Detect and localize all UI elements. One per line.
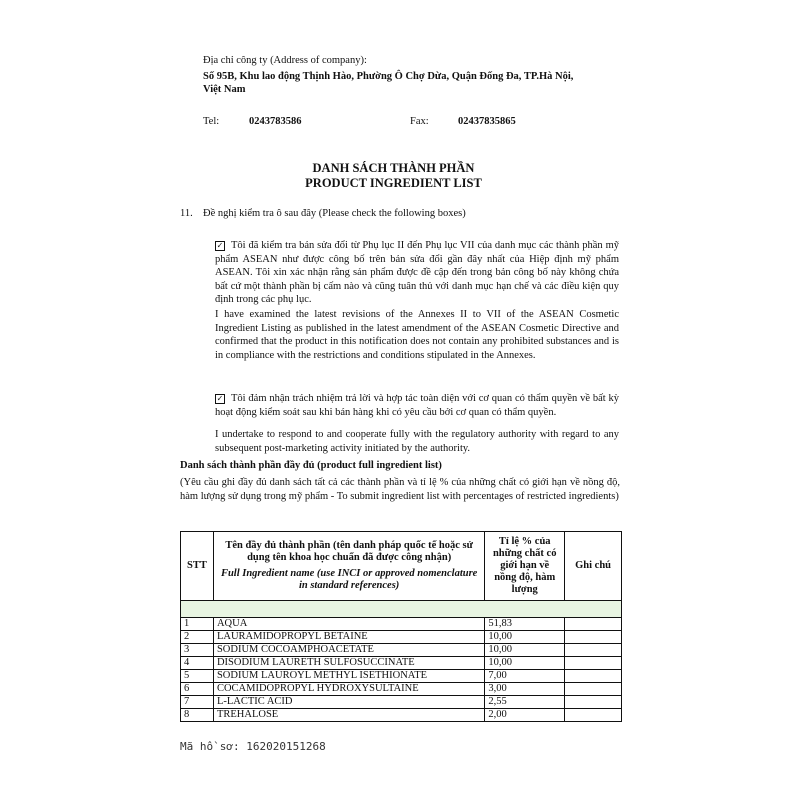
- row-note: [565, 657, 622, 670]
- fax-value: 02437835865: [458, 116, 516, 127]
- row-note: [565, 644, 622, 657]
- row-percent: 2,55: [485, 696, 565, 709]
- ingredient-table: [180, 531, 622, 722]
- section-label: Đề nghị kiểm tra ô sau đây (Please check the following boxes): [203, 208, 466, 219]
- full-list-note: (Yêu cầu ghi đầy đủ danh sách tất cả các thành phần và tỉ lệ % của những chất có giới hạn về nồng độ, hàm lượng sử dụng trong mỹ phẩm - To submit ingredient list with percentages of restricted ingredients): [180, 477, 620, 502]
- checkbox-2-text-en: I undertake to respond to and cooperate fully with the regulatory authority with regard to any subsequent post-marketing activity initiated by the authority.: [215, 429, 619, 454]
- header-note: Ghi chú: [565, 532, 622, 601]
- checked-box-icon[interactable]: ✓: [216, 394, 224, 403]
- row-stt: 2: [181, 631, 214, 644]
- tel-value: 0243783586: [249, 116, 302, 127]
- row-name: AQUA: [213, 618, 484, 631]
- table-header-row: [181, 532, 622, 601]
- heading-en: PRODUCT INGREDIENT LIST: [305, 176, 482, 190]
- address-label: Địa chỉ công ty (Address of company):: [203, 55, 367, 66]
- header-name-vi: Tên đầy đủ thành phần (tên danh pháp quốc tế hoặc sử dụng tên khoa học chuẩn đã được công nhận): [225, 540, 473, 563]
- table-row: [181, 631, 622, 644]
- row-percent: 10,00: [485, 644, 565, 657]
- checkbox-1-text-en: I have examined the latest revisions of the Annexes II to VII of the ASEAN Cosmetic Ingredient Listing as published in the latest amendment of the ASEAN Cosmetic Directive and confirmed that the product in this notification does not contain any prohibited substances and is in compliance with the restrictions and conditions stipulated in the Annexes.: [215, 309, 619, 361]
- row-note: [565, 683, 622, 696]
- row-stt: 5: [181, 670, 214, 683]
- section-number: 11.: [180, 208, 193, 219]
- row-stt: 4: [181, 657, 214, 670]
- record-number: Mã hồ sơ: 162020151268: [180, 740, 326, 753]
- row-note: [565, 631, 622, 644]
- table-row: [181, 696, 622, 709]
- row-name: SODIUM LAUROYL METHYL ISETHIONATE: [213, 670, 484, 683]
- header-name-en: Full Ingredient name (use INCI or approved nomenclature in standard references): [220, 568, 478, 591]
- row-name: LAURAMIDOPROPYL BETAINE: [213, 631, 484, 644]
- header-ingredient-name: [213, 532, 484, 601]
- check-2-vi: Tôi đảm nhận trách nhiệm trả lời và hợp tác toàn diện với cơ quan có thẩm quyền về bất kỳ hoạt động kiểm soát sau khi bán hàng khi có yêu cầu bởi cơ quan có thẩm quyền.: [215, 393, 619, 418]
- table-row: [181, 709, 622, 722]
- address-line-1: Số 95B, Khu lao động Thịnh Hào, Phường Ô Chợ Dừa, Quận Đống Đa, TP.Hà Nội,: [203, 71, 574, 82]
- row-name: DISODIUM LAURETH SULFOSUCCINATE: [213, 657, 484, 670]
- row-percent: 2,00: [485, 709, 565, 722]
- row-percent: 51,83: [485, 618, 565, 631]
- full-list-title: Danh sách thành phần đầy đủ (product full ingredient list): [180, 460, 442, 471]
- row-name: COCAMIDOPROPYL HYDROXYSULTAINE: [213, 683, 484, 696]
- row-note: [565, 618, 622, 631]
- row-name: SODIUM COCOAMPHOACETATE: [213, 644, 484, 657]
- row-note: [565, 709, 622, 722]
- checked-box-icon[interactable]: ✓: [216, 241, 224, 250]
- row-name: TREHALOSE: [213, 709, 484, 722]
- tel-label: Tel:: [203, 116, 220, 127]
- row-note: [565, 696, 622, 709]
- checkbox-2-text-vi: [215, 392, 619, 419]
- checkbox-1-text-vi: [215, 239, 619, 307]
- fax-label: Fax:: [410, 116, 429, 127]
- row-name: L-LACTIC ACID: [213, 696, 484, 709]
- row-percent: 7,00: [485, 670, 565, 683]
- table-row: [181, 670, 622, 683]
- table-row: [181, 644, 622, 657]
- table-row: [181, 618, 622, 631]
- row-stt: 1: [181, 618, 214, 631]
- address-line-2: Việt Nam: [203, 84, 246, 95]
- row-stt: 8: [181, 709, 214, 722]
- heading-vi: DANH SÁCH THÀNH PHẦN: [312, 161, 475, 175]
- row-percent: 10,00: [485, 631, 565, 644]
- table-row: [181, 657, 622, 670]
- row-note: [565, 670, 622, 683]
- table-row: [181, 683, 622, 696]
- header-percent: Tỉ lệ % của những chất có giới hạn về nồng độ, hàm lượng: [485, 532, 565, 601]
- row-stt: 6: [181, 683, 214, 696]
- header-stt: STT: [181, 532, 214, 601]
- row-stt: 7: [181, 696, 214, 709]
- row-stt: 3: [181, 644, 214, 657]
- row-percent: 3,00: [485, 683, 565, 696]
- check-1-vi: Tôi đã kiểm tra bản sửa đổi từ Phụ lục II đến Phụ lục VII của danh mục các thành phần mỹ phẩm ASEAN như được công bố trên bản sửa đổi gần đây nhất của Hiệp định mỹ phẩm ASEAN. Tôi xin xác nhận rằng sản phẩm được đề cập đến trong bản công bố này không chứa bất cứ một thành phần bị cấm nào và cũng tuân thủ với danh mục hạn chế và các điều kiện quy định trong các phụ lục.: [215, 240, 619, 305]
- table-spacer-row: [181, 601, 622, 618]
- row-percent: 10,00: [485, 657, 565, 670]
